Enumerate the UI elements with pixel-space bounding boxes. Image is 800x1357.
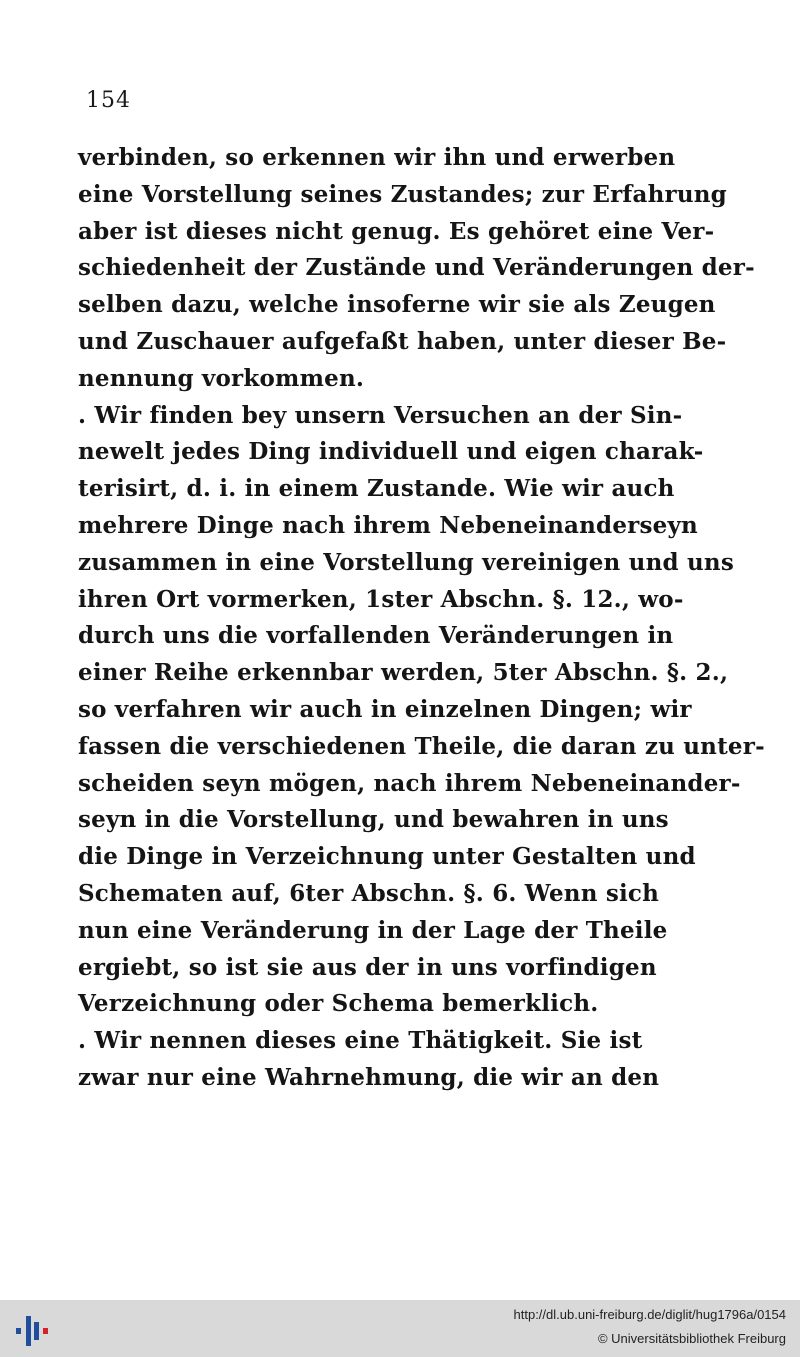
- text-line: newelt jedes Ding individuell und eigen charak-: [78, 438, 704, 466]
- text-line: einer Reihe erkennbar werden, 5ter Abschn. §. 2.,: [78, 659, 729, 687]
- ub-freiburg-logo-icon: [12, 1308, 52, 1350]
- text-line: so verfahren wir auch in einzelnen Dingen; wir: [78, 695, 692, 723]
- text-line: verbinden, so erkennen wir ihn und erwerben: [78, 144, 676, 171]
- text-line: selben dazu, welche insoferne wir sie als Zeugen: [78, 291, 716, 319]
- copyright-notice: © Universitätsbibliothek Freiburg: [597, 1331, 786, 1346]
- source-url[interactable]: http://dl.ub.uni-freiburg.de/diglit/hug1796a/0154: [513, 1307, 786, 1322]
- text-line: eine Vorstellung seines Zustandes; zur Erfahrung: [78, 180, 727, 208]
- logo-bar-center-right: [34, 1322, 39, 1340]
- text-line: die Dinge in Verzeichnung unter Gestalten und: [78, 843, 696, 871]
- text-line: mehrere Dinge nach ihrem Nebeneinanderseyn: [78, 511, 698, 539]
- text-line: ergiebt, so ist sie aus der in uns vorfindigen: [78, 953, 657, 981]
- logo-bar-right: [43, 1328, 48, 1334]
- text-line: Verzeichnung oder Schema bemerklich.: [78, 990, 599, 1018]
- text-line: und Zuschauer aufgefaßt haben, unter dieser Be-: [78, 327, 727, 355]
- text-line: ihren Ort vormerken, 1ster Abschn. §. 12., wo-: [78, 585, 684, 613]
- text-line: Schematen auf, 6ter Abschn. §. 6. Wenn sich: [78, 879, 660, 907]
- text-line: scheiden seyn mögen, nach ihrem Nebeneinander-: [78, 769, 741, 797]
- text-line: fassen die verschiedenen Theile, die daran zu unter-: [78, 732, 765, 760]
- text-line: . Wir nennen dieses eine Thätigkeit. Sie ist: [78, 1027, 643, 1055]
- text-line: terisirt, d. i. in einem Zustande. Wie wir auch: [78, 475, 675, 503]
- text-line: zwar nur eine Wahrnehmung, die wir an den: [78, 1063, 660, 1091]
- text-line: durch uns die vorfallenden Veränderungen in: [78, 622, 674, 650]
- text-line: nennung vorkommen.: [78, 364, 365, 392]
- text-line: aber ist dieses nicht genug. Es gehöret eine Ver-: [78, 217, 715, 245]
- text-line: nun eine Veränderung in der Lage der Theile: [78, 916, 668, 944]
- text-line: zusammen in eine Vorstellung vereinigen und uns: [78, 548, 734, 576]
- text-line: schiedenheit der Zustände und Veränderungen der-: [78, 254, 755, 282]
- footer-bar: [0, 1300, 800, 1357]
- page-number: 154: [86, 88, 131, 113]
- text-line: seyn in die Vorstellung, und bewahren in uns: [78, 806, 669, 834]
- logo-bar-left: [16, 1328, 21, 1334]
- text-line: . Wir finden bey unsern Versuchen an der Sin-: [78, 401, 683, 429]
- page-text: [78, 140, 765, 1097]
- logo-bar-center: [26, 1316, 31, 1346]
